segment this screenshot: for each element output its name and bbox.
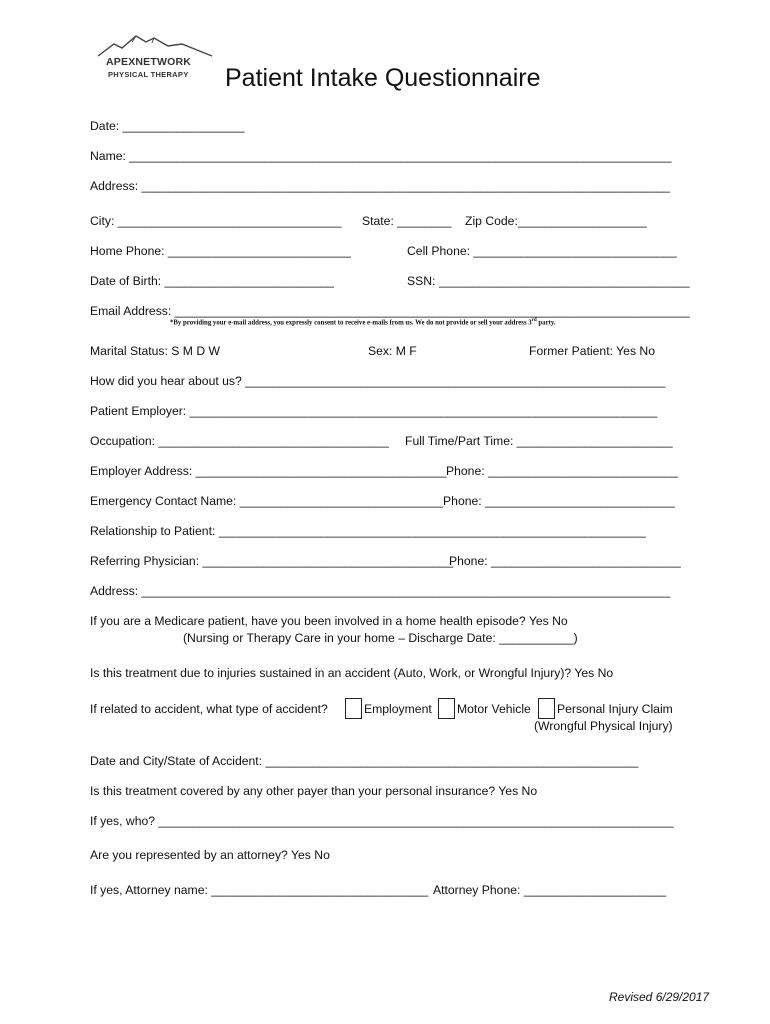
former-patient-field[interactable]: Former Patient: Yes No (529, 344, 655, 358)
medicare-question[interactable]: If you are a Medicare patient, have you been involved in a home health episode? Yes No (90, 614, 568, 628)
referring-phone-field[interactable]: Phone: ____________________________ (449, 554, 681, 568)
motor-vehicle-label: Motor Vehicle (457, 702, 531, 716)
accident-date-field[interactable]: Date and City/State of Accident: _______________________________________________________ (90, 754, 639, 768)
attorney-name-field[interactable]: If yes, Attorney name: ________________________________ (90, 883, 429, 897)
other-payer-question[interactable]: Is this treatment covered by any other payer than your personal insurance? Yes No (90, 784, 538, 798)
date-field[interactable]: Date: __________________ (90, 119, 245, 133)
accident-type-question: If related to accident, what type of accident? (90, 702, 328, 716)
sex-field[interactable]: Sex: M F (368, 344, 417, 358)
name-field[interactable]: Name: ________________________________________________________________________________ (90, 149, 672, 163)
logo-subtitle: PHYSICAL THERAPY (108, 70, 189, 79)
emergency-contact-field[interactable]: Emergency Contact Name: ______________________________Phone: ____________________________ (90, 494, 675, 508)
relationship-field[interactable]: Relationship to Patient: _______________________________________________________________ (90, 524, 646, 538)
zip-field[interactable]: Zip Code:___________________ (465, 214, 647, 228)
dob-field[interactable]: Date of Birth: _________________________ (90, 274, 334, 288)
marital-status-field[interactable]: Marital Status: S M D W (90, 344, 221, 358)
ssn-field[interactable]: SSN: _____________________________________ (407, 274, 690, 288)
employer-address-field[interactable]: Employer Address: _____________________________________ (90, 464, 447, 478)
address-field[interactable]: Address: ______________________________________________________________________________ (90, 179, 671, 193)
email-field[interactable]: Email Address: ____________________________________________________________________________ (90, 304, 690, 318)
occupation-field[interactable]: Occupation: __________________________________ (90, 434, 389, 448)
city-field[interactable]: City: _________________________________ (90, 214, 342, 228)
employer-phone-field[interactable]: Phone: ____________________________ (446, 464, 678, 478)
medicare-discharge-date[interactable]: (Nursing or Therapy Care in your home – Discharge Date: ___________) (183, 631, 578, 645)
other-payer-who-field[interactable]: If yes, who? ____________________________________________________________________________ (90, 814, 674, 828)
email-consent-note: *By providing your e-mail address, you expressly consent to receive e-mails from us. We do not provide or sell your address 3rd party. (170, 318, 556, 327)
state-field[interactable]: State: ________ (362, 214, 452, 228)
attorney-phone-field[interactable]: Attorney Phone: _____________________ (433, 883, 667, 897)
wrongful-injury-note: (Wrongful Physical Injury) (534, 719, 673, 733)
home-phone-field[interactable]: Home Phone: ___________________________ (90, 244, 351, 258)
apex-logo (96, 30, 214, 90)
employment-label: Employment (364, 702, 432, 716)
motor-vehicle-checkbox[interactable] (438, 698, 455, 719)
cell-phone-field[interactable]: Cell Phone: ______________________________ (407, 244, 677, 258)
revision-date: Revised 6/29/2017 (609, 990, 710, 1004)
employment-checkbox[interactable] (345, 698, 362, 719)
referral-source-field[interactable]: How did you hear about us? ______________________________________________________________ (90, 374, 666, 388)
personal-injury-label: Personal Injury Claim (557, 702, 673, 716)
accident-question[interactable]: Is this treatment due to injuries sustained in an accident (Auto, Work, or Wrongful Injury)? Yes No (90, 666, 614, 680)
page-title: Patient Intake Questionnaire (225, 64, 541, 92)
fulltime-parttime-field[interactable]: Full Time/Part Time: _______________________ (405, 434, 673, 448)
logo-brand: APEXNETWORK (106, 56, 192, 68)
referring-physician-field[interactable]: Referring Physician: _____________________________________ (90, 554, 454, 568)
patient-employer-field[interactable]: Patient Employer: _____________________________________________________________________ (90, 404, 658, 418)
attorney-question[interactable]: Are you represented by an attorney? Yes No (90, 848, 330, 862)
physician-address-field[interactable]: Address: ______________________________________________________________________________ (90, 584, 671, 598)
personal-injury-checkbox[interactable] (538, 698, 555, 719)
